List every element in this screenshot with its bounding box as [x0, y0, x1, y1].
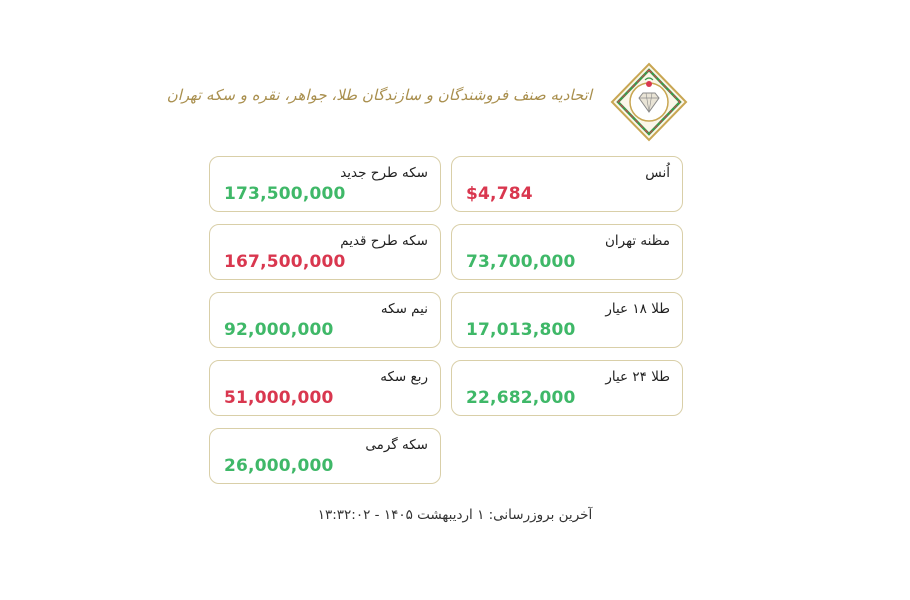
- card-value: 17,013,800: [466, 320, 576, 340]
- card-mazaneh: [451, 224, 683, 280]
- card-value: 167,500,000: [224, 252, 346, 272]
- last-update-text: آخرین بروزرسانی: ۱ اردیبهشت ۱۴۰۵ - ۱۳:۳۲:۰۲: [317, 507, 593, 523]
- card-value: 26,000,000: [224, 456, 334, 476]
- card-title: طلا ۱۸ عیار: [605, 301, 670, 317]
- card-quarter-coin: [209, 360, 441, 416]
- card-value: 22,682,000: [466, 388, 576, 408]
- header: [166, 62, 692, 142]
- union-title: اتحادیه صنف فروشندگان و سازندگان طلا، جواهر، نقره و سکه تهران: [166, 86, 592, 104]
- card-title: طلا ۲۴ عیار: [605, 369, 670, 385]
- card-title: ربع سکه: [380, 369, 428, 385]
- union-emblem-icon: [610, 62, 688, 142]
- card-coin-new: [209, 156, 441, 212]
- card-gram-coin: [209, 428, 441, 484]
- card-value: $4,784: [466, 184, 533, 204]
- card-title: سکه طرح قدیم: [340, 233, 428, 249]
- card-gold24: [451, 360, 683, 416]
- card-title: نیم سکه: [380, 301, 428, 317]
- card-title: مظنه تهران: [604, 233, 670, 249]
- card-value: 92,000,000: [224, 320, 334, 340]
- card-value: 51,000,000: [224, 388, 334, 408]
- card-value: 173,500,000: [224, 184, 346, 204]
- card-gold18: [451, 292, 683, 348]
- card-title: سکه طرح جدید: [340, 165, 428, 181]
- card-value: 73,700,000: [466, 252, 576, 272]
- card-title: سکه گرمی: [365, 437, 428, 453]
- card-coin-old: [209, 224, 441, 280]
- card-title: اُنس: [645, 165, 670, 181]
- card-ounce: [451, 156, 683, 212]
- card-half-coin: [209, 292, 441, 348]
